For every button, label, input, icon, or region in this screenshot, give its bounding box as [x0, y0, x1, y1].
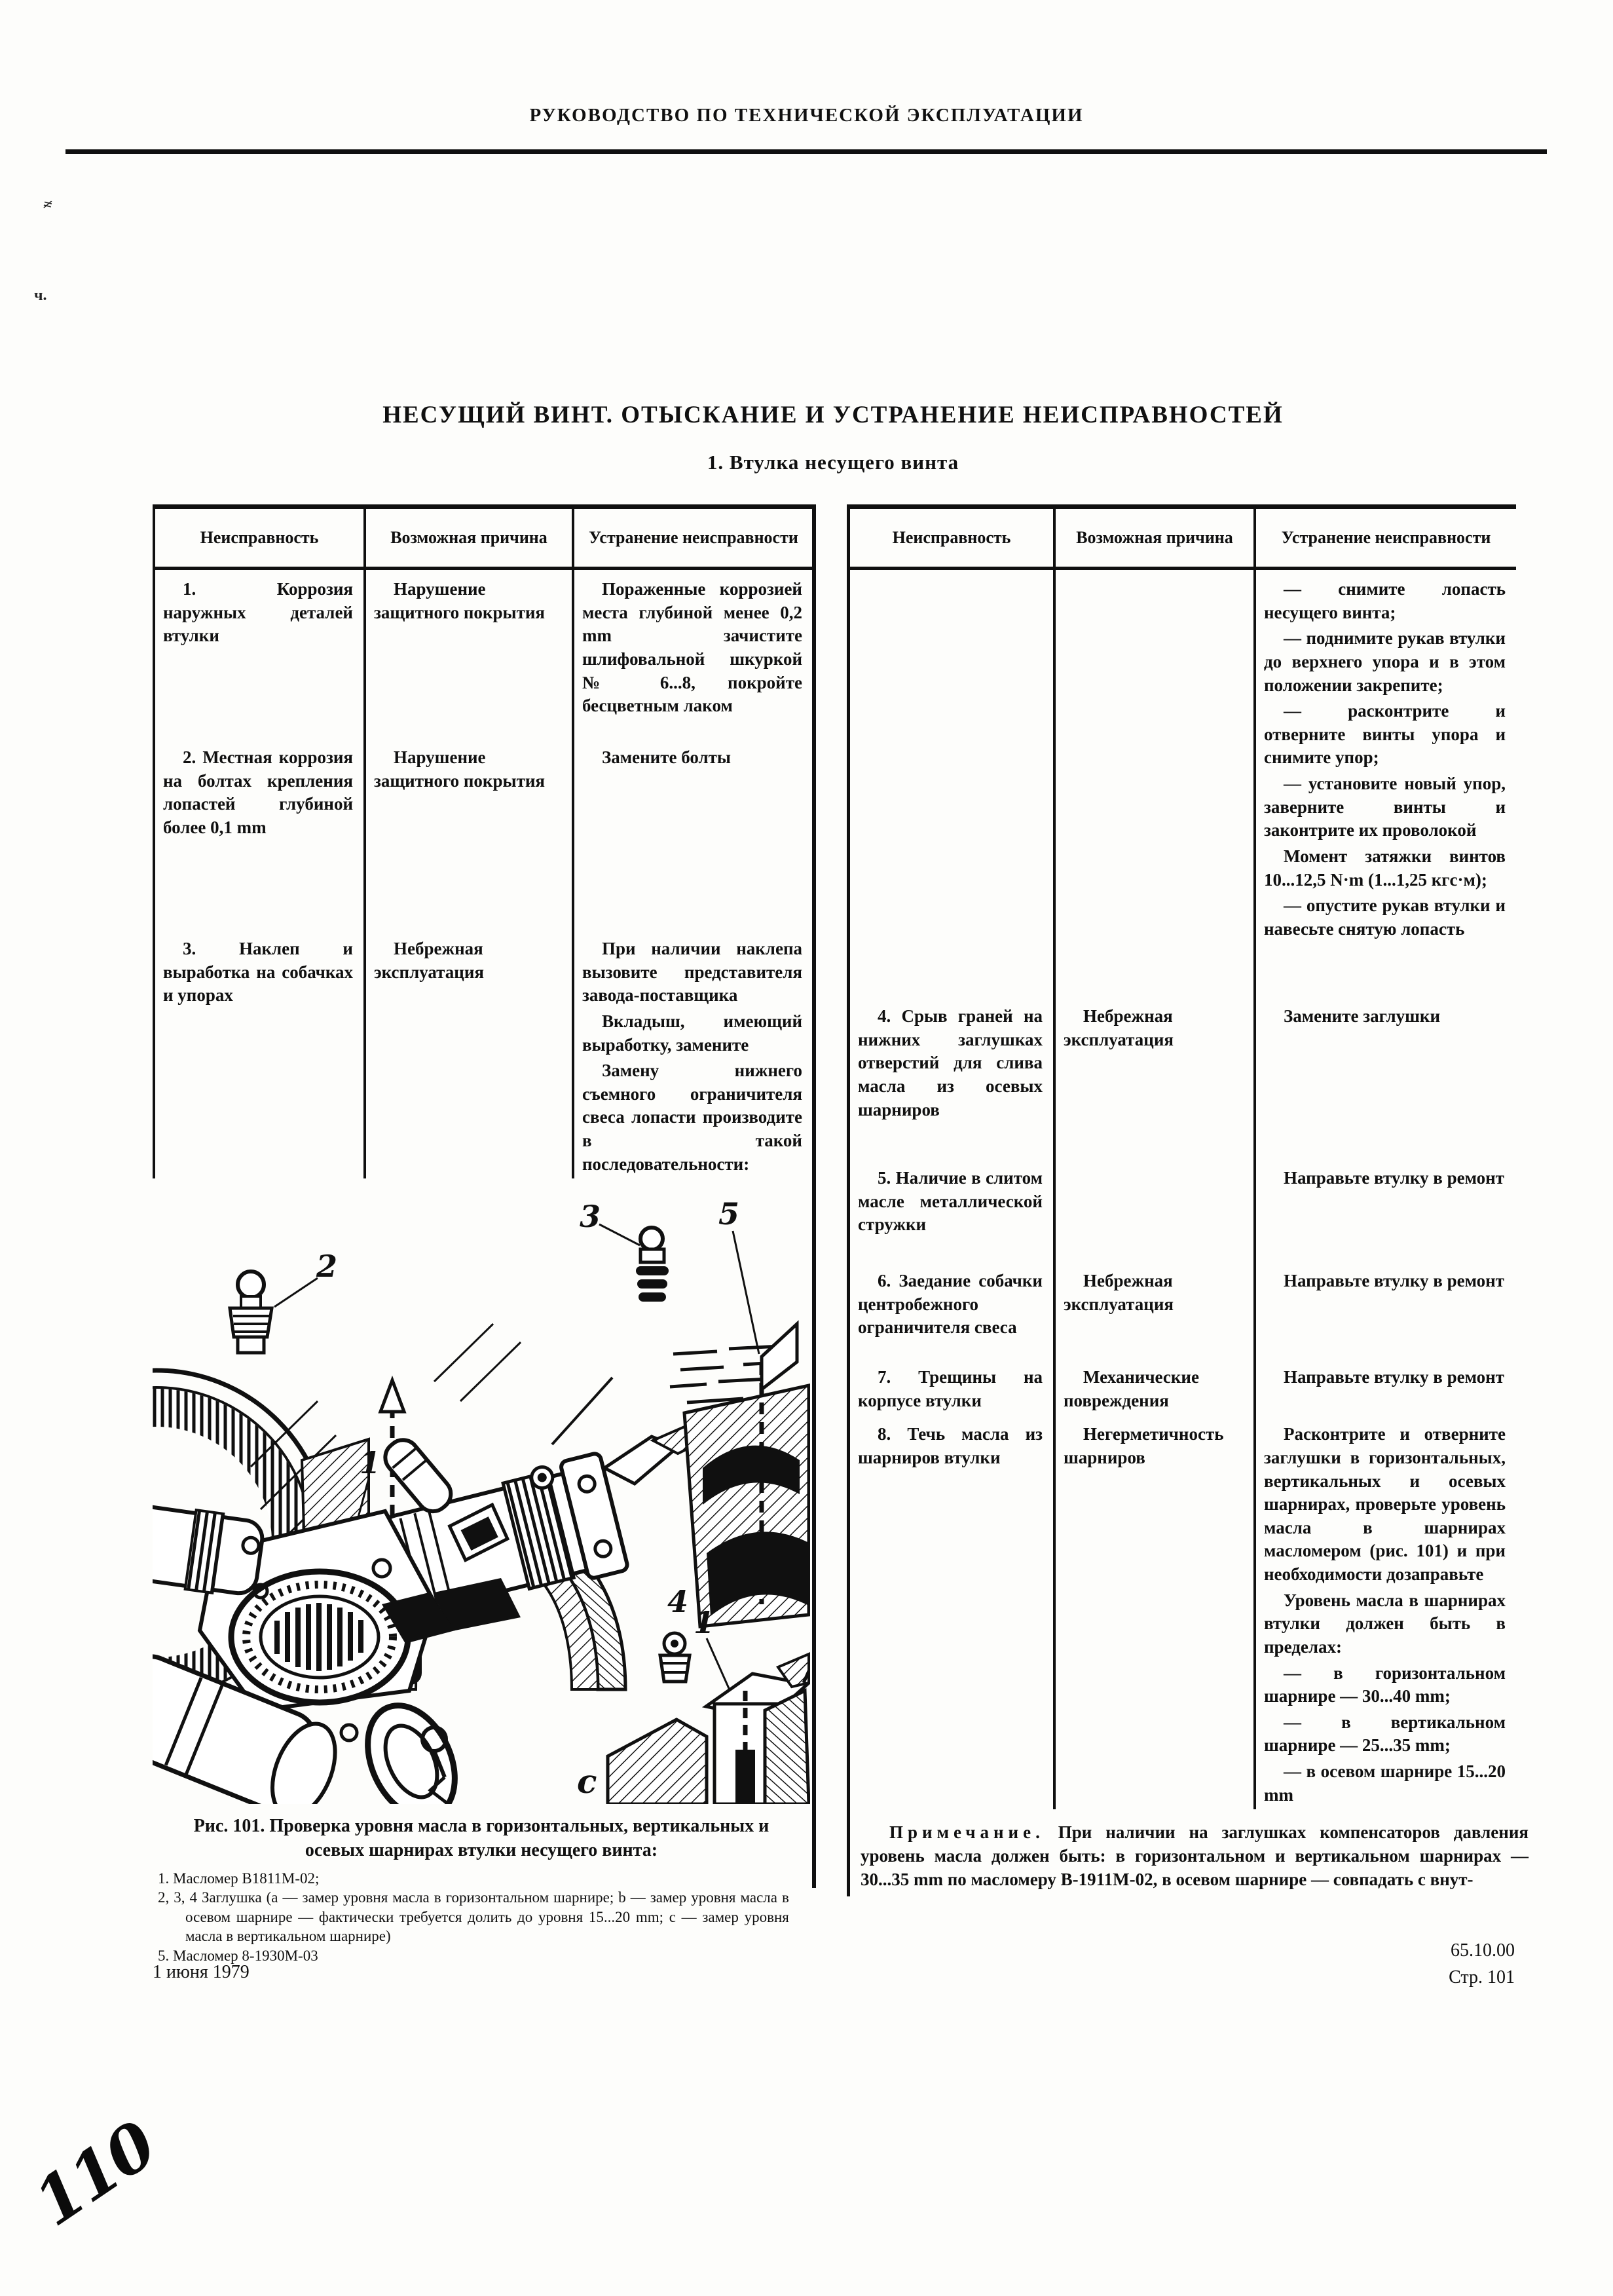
remedy-text: — в горизонтальном шарнире — 30...40 mm;	[1264, 1663, 1506, 1706]
cell-cause	[1054, 1262, 1255, 1358]
remedy-text: Направьте втулку в ремонт	[1284, 1168, 1504, 1188]
table-header-row	[154, 507, 813, 569]
cell-fault	[850, 997, 1054, 1159]
handwritten-page-mark: 110	[21, 2107, 168, 2242]
table-row	[154, 930, 813, 1178]
fault-text: 1. Коррозия наружных деталей втулки	[163, 579, 353, 646]
cell-remedy	[573, 569, 813, 739]
table-row	[850, 569, 1516, 998]
remedy-text: Замените заглушки	[1284, 1006, 1441, 1026]
cause-text: Негерметичность шарниров	[1064, 1424, 1224, 1467]
remedy-text: — снимите лопасть несущего винта;	[1264, 579, 1506, 622]
fault-text: 4. Срыв граней на нижних заглушках отверстий для слива масла из осевых шарниров	[858, 1006, 1043, 1120]
cell-remedy	[1255, 1262, 1516, 1358]
remedy-text: — поднимите рукав втулки до верхнего упора и в этом положении закрепите;	[1264, 628, 1506, 695]
remedy-text: — в вертикальном шарнире — 25...35 mm;	[1264, 1712, 1506, 1756]
cell-remedy	[573, 738, 813, 930]
figure-caption-item: 5. Масломер 8-1930М-03	[158, 1947, 318, 1964]
callout-1b: 1	[694, 1605, 715, 1641]
remedy-text: — расконтрите и отверните винты упора и снимите упор;	[1264, 701, 1506, 768]
remedy-text: Расконтрите и отверните заглушки в горизонтальных, вертикальных и осевых шарнирах, проверьте уровень масла в шарнирах масломером (рис. 101) и при необходимости дозаправьте	[1264, 1424, 1506, 1584]
figure-101	[153, 1185, 810, 1965]
table-header-row	[850, 507, 1516, 569]
figure-caption	[153, 1815, 810, 1965]
cause-text: Нарушение защитного покрытия	[374, 579, 545, 622]
cause-text: Небрежная эксплуатация	[374, 939, 484, 982]
remedy-text: Направьте втулку в ремонт	[1284, 1271, 1504, 1290]
col-header-fault: Неисправность	[154, 507, 365, 569]
cause-text: Механические повреждения	[1064, 1367, 1199, 1410]
col-header-remedy: Устранение неисправности	[1255, 507, 1516, 569]
cell-fault	[154, 738, 365, 930]
remedy-text: — опустите рукав втулки и навесьте снятую лопасть	[1264, 895, 1506, 939]
cell-remedy	[1255, 997, 1516, 1159]
figure-caption-item: 1. Масломер В1811М-02;	[158, 1870, 320, 1887]
cell-cause	[1054, 569, 1255, 998]
remedy-text: Уровень масла в шарнирах втулки должен быть в пределах:	[1264, 1590, 1506, 1657]
callout-5: 5	[718, 1196, 740, 1232]
remedy-text: Замените болты	[602, 747, 732, 767]
cell-fault	[850, 1159, 1054, 1262]
cell-remedy	[1255, 1415, 1516, 1809]
cell-cause	[365, 738, 573, 930]
cause-text: Небрежная эксплуатация	[1064, 1271, 1174, 1314]
col-header-fault: Неисправность	[850, 507, 1054, 569]
cell-fault	[850, 1262, 1054, 1358]
cell-cause	[1054, 997, 1255, 1159]
cell-cause	[365, 569, 573, 739]
cell-fault	[154, 569, 365, 739]
right-column	[847, 504, 1536, 1896]
note-label: Примечание.	[889, 1822, 1045, 1843]
callout-1a: 1	[360, 1445, 381, 1481]
cell-fault	[850, 1358, 1054, 1415]
cell-fault	[850, 1415, 1054, 1809]
cause-text: Нарушение защитного покрытия	[374, 747, 545, 791]
cell-remedy	[573, 930, 813, 1178]
cell-fault	[850, 569, 1054, 998]
callout-4: 4	[667, 1584, 689, 1620]
document-header: РУКОВОДСТВО ПО ТЕХНИЧЕСКОЙ ЭКСПЛУАТАЦИИ	[529, 105, 1084, 126]
oil-plug-glyph	[660, 1633, 690, 1682]
remedy-text: Замену нижнего съемного ограничителя свеса лопасти производите в такой последовательности:	[582, 1061, 802, 1174]
footer-date: 1 июня 1979	[153, 1962, 250, 1982]
col-header-remedy: Устранение неисправности	[573, 507, 813, 569]
cell-fault	[154, 930, 365, 1178]
scan-artifact: ≠	[41, 195, 54, 215]
table-row	[850, 1262, 1516, 1358]
cell-remedy	[1255, 1358, 1516, 1415]
table-row	[850, 1358, 1516, 1415]
table-row	[850, 1159, 1516, 1262]
cell-cause	[1054, 1415, 1255, 1809]
footer-reference	[1449, 1938, 1515, 1991]
fault-table-right	[850, 504, 1516, 1809]
table-row	[850, 1415, 1516, 1809]
table-row	[154, 569, 813, 739]
fault-text: 8. Течь масла из шарниров втулки	[858, 1424, 1043, 1467]
figure-drawing	[153, 1185, 810, 1804]
callout-3: 3	[580, 1199, 601, 1235]
table-row	[850, 997, 1516, 1159]
page-title: НЕСУЩИЙ ВИНТ. ОТЫСКАНИЕ И УСТРАНЕНИЕ НЕИСПРАВНОСТЕЙ	[382, 402, 1284, 428]
figure-caption-item: 2, 3, 4 Заглушка (a — замер уровня масла в горизонтальном шарнире; b — замер уровня масла в осевом шарнире — фактически требуется долить до уровня 15...20 mm; c — замер уровня масла в вертикальном шарнире)	[158, 1889, 789, 1945]
fault-text: 7. Трещины на корпусе втулки	[858, 1367, 1043, 1410]
remedy-text: — в осевом шарнире 15...20 mm	[1264, 1761, 1506, 1805]
remedy-text: При наличии наклепа вызовите представителя завода-поставщика	[582, 939, 802, 1006]
fault-text: 2. Местная коррозия на болтах крепления лопастей глубиной более 0,1 mm	[163, 747, 353, 837]
remedy-text: Пораженные коррозией места глубиной менее 0,2 mm зачистите шлифовальной шкуркой № 6...8, покройте бесцветным лаком	[582, 579, 802, 716]
remedy-text: — установите новый упор, заверните винты и законтрите их проволокой	[1264, 774, 1506, 840]
cell-cause	[365, 930, 573, 1178]
table-row	[154, 738, 813, 930]
remedy-text: Вкладыш, имеющий выработку, замените	[582, 1011, 802, 1055]
fault-text: 6. Заедание собачки центробежного ограничителя свеса	[858, 1271, 1043, 1338]
fault-text: 5. Наличие в слитом масле металлической стружки	[858, 1168, 1043, 1235]
fault-table-left	[153, 504, 813, 1178]
footer-page-number: Стр. 101	[1449, 1967, 1515, 1987]
cause-text: Небрежная эксплуатация	[1064, 1006, 1174, 1049]
scan-artifact: ч.	[34, 287, 47, 304]
header-rule	[65, 149, 1547, 154]
cell-remedy	[1255, 1159, 1516, 1262]
cell-cause	[1054, 1159, 1255, 1262]
label-c: c	[577, 1762, 597, 1801]
note	[861, 1821, 1529, 1891]
cell-remedy	[1255, 569, 1516, 998]
remedy-text: Направьте втулку в ремонт	[1284, 1367, 1504, 1387]
oil-plug-glyph	[636, 1228, 669, 1302]
fault-text: 3. Наклеп и выработка на собачках и упорах	[163, 939, 353, 1006]
note-text: При наличии на заглушках компенсаторов давления уровень масла должен быть: в горизонтальном и вертикальном шарнирах — 30...35 mm по масломеру В-1911М-02, в осевом шарнире — совпадать с внут-	[861, 1822, 1529, 1889]
section-subtitle: 1. Втулка несущего винта	[707, 451, 959, 474]
left-column	[153, 504, 816, 1964]
figure-caption-items	[158, 1869, 789, 1965]
callout-2: 2	[316, 1249, 338, 1285]
col-header-cause: Возможная причина	[365, 507, 573, 569]
figure-caption-title: Рис. 101. Проверка уровня масла в горизонтальных, вертикальных и осевых шарнирах втулки несущего винта:	[193, 1816, 769, 1860]
remedy-text: Момент затяжки винтов 10...12,5 N·m (1...1,25 кгс·м);	[1264, 846, 1506, 890]
col-header-cause: Возможная причина	[1054, 507, 1255, 569]
footer-section-code: 65.10.00	[1451, 1940, 1515, 1961]
oil-plug-glyph	[230, 1271, 272, 1353]
cell-cause	[1054, 1358, 1255, 1415]
